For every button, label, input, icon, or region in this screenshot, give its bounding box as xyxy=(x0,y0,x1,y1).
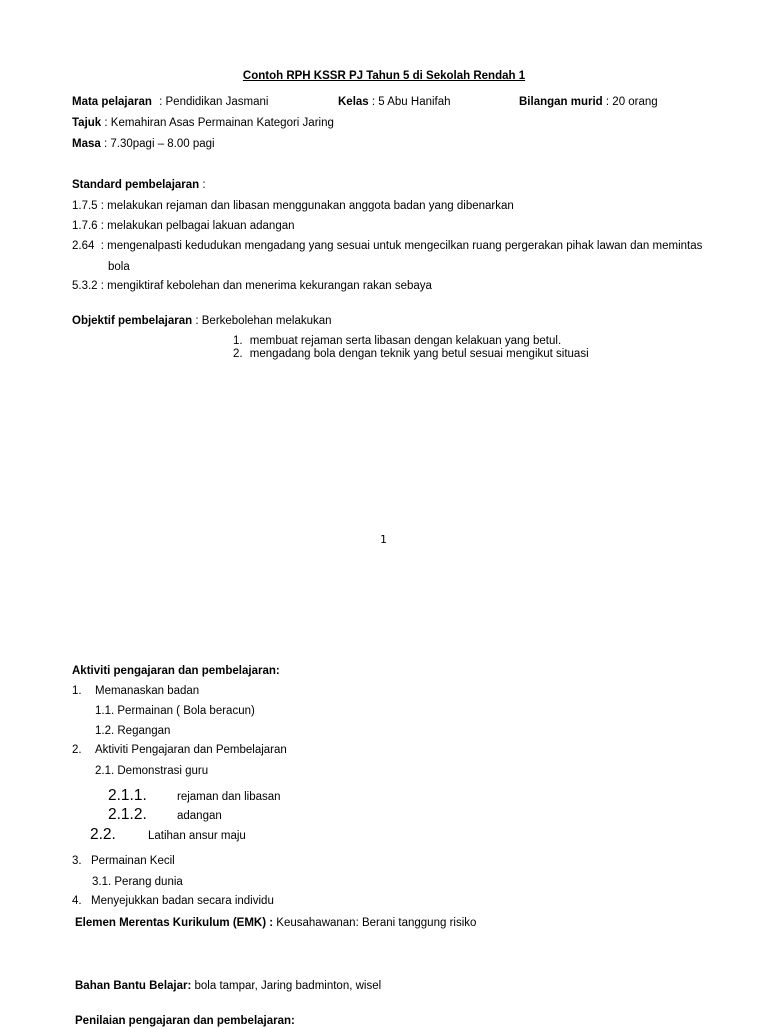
objektif-label: Objektif pembelajaran xyxy=(72,315,193,327)
aktiviti-item-number: 2. xyxy=(72,744,82,756)
aktiviti-subsubitem-number: 2.1.2. xyxy=(108,806,147,823)
objektif-item xyxy=(233,347,589,361)
standard-colon: : xyxy=(199,179,206,191)
aktiviti-item-text: Memanaskan badan xyxy=(95,685,200,697)
mata-pelajaran-label: Mata pelajaran xyxy=(72,96,152,108)
aktiviti-subitem xyxy=(90,826,310,846)
bahan-row xyxy=(75,979,381,993)
objektif-heading xyxy=(72,314,332,328)
aktiviti-item xyxy=(72,684,200,698)
aktiviti-item-text: Aktiviti Pengajaran dan Pembelajaran xyxy=(95,744,287,756)
objektif-item-text: membuat rejaman serta libasan dengan kelakuan yang betul. xyxy=(249,335,562,347)
aktiviti-subitem-number: 2.2. xyxy=(90,826,116,843)
masa-value: : 7.30pagi – 8.00 pagi xyxy=(103,138,215,150)
aktiviti-subitem: 3.1. Perang dunia xyxy=(92,876,183,888)
aktiviti-item-number: 3. xyxy=(72,855,82,867)
kelas-value: : 5 Abu Hanifah xyxy=(371,96,451,108)
aktiviti-subsubitem-number: 2.1.1. xyxy=(108,787,147,804)
emk-value: Keusahawanan: Berani tanggung risiko xyxy=(273,917,477,929)
objektif-item-number: 2. xyxy=(233,348,243,360)
aktiviti-subitem: 1.2. Regangan xyxy=(95,725,171,737)
tajuk-row xyxy=(72,116,334,130)
objektif-item xyxy=(233,334,561,348)
standard-item-continuation: bola xyxy=(108,261,130,273)
aktiviti-item xyxy=(72,894,274,908)
standard-label: Standard pembelajaran xyxy=(72,179,200,191)
emk-label: Elemen Merentas Kurikulum (EMK) : xyxy=(75,917,274,929)
objektif-value: : Berkebolehan melakukan xyxy=(195,315,332,327)
page-number: 1 xyxy=(380,533,387,546)
aktiviti-subsubitem-text: adangan xyxy=(177,810,222,822)
aktiviti-heading: Aktiviti pengajaran dan pembelajaran: xyxy=(72,665,280,677)
aktiviti-item-number: 1. xyxy=(72,685,82,697)
aktiviti-item-text: Permainan Kecil xyxy=(91,855,175,867)
bilangan-murid-row xyxy=(519,95,658,109)
page-title: Contoh RPH KSSR PJ Tahun 5 di Sekolah Rendah 1 xyxy=(242,70,526,82)
aktiviti-item-text: Menyejukkan badan secara individu xyxy=(91,895,274,907)
tajuk-value: : Kemahiran Asas Permainan Kategori Jaring xyxy=(104,117,334,129)
aktiviti-item xyxy=(72,854,175,868)
aktiviti-subitem-text: Latihan ansur maju xyxy=(148,830,246,842)
bilangan-murid-value: : 20 orang xyxy=(605,96,658,108)
aktiviti-subitem: 2.1. Demonstrasi guru xyxy=(95,765,209,777)
aktiviti-subsubitem xyxy=(108,787,328,807)
bahan-label: Bahan Bantu Belajar: xyxy=(75,980,192,992)
penilaian-heading: Penilaian pengajaran dan pembelajaran: xyxy=(75,1015,295,1027)
standard-heading xyxy=(72,178,206,192)
bahan-value: bola tampar, Jaring badminton, wisel xyxy=(191,980,382,992)
masa-label: Masa xyxy=(72,138,101,150)
mata-pelajaran-row xyxy=(72,95,268,109)
tajuk-label: Tajuk xyxy=(72,117,102,129)
emk-row xyxy=(75,916,476,930)
kelas-label: Kelas xyxy=(338,96,369,108)
standard-item: 1.7.6 : melakukan pelbagai lakuan adangan xyxy=(72,220,295,232)
mata-pelajaran-value: : Pendidikan Jasmani xyxy=(159,96,269,108)
kelas-row xyxy=(338,95,451,109)
standard-item: 2.64 : mengenalpasti kedudukan mengadang yang sesuai untuk mengecilkan ruang pergerakan pihak lawan dan memintas xyxy=(72,240,703,252)
objektif-item-text: mengadang bola dengan teknik yang betul sesuai mengikut situasi xyxy=(249,348,589,360)
objektif-item-number: 1. xyxy=(233,335,243,347)
aktiviti-subsubitem xyxy=(108,806,328,826)
masa-row xyxy=(72,137,215,151)
bilangan-murid-label: Bilangan murid xyxy=(519,96,603,108)
aktiviti-subsubitem-text: rejaman dan libasan xyxy=(177,791,281,803)
aktiviti-item xyxy=(72,743,287,757)
standard-item: 1.7.5 : melakukan rejaman dan libasan menggunakan anggota badan yang dibenarkan xyxy=(72,200,514,212)
aktiviti-item-number: 4. xyxy=(72,895,82,907)
standard-item: 5.3.2 : mengiktiraf kebolehan dan menerima kekurangan rakan sebaya xyxy=(72,280,432,292)
aktiviti-subitem: 1.1. Permainan ( Bola beracun) xyxy=(95,705,255,717)
